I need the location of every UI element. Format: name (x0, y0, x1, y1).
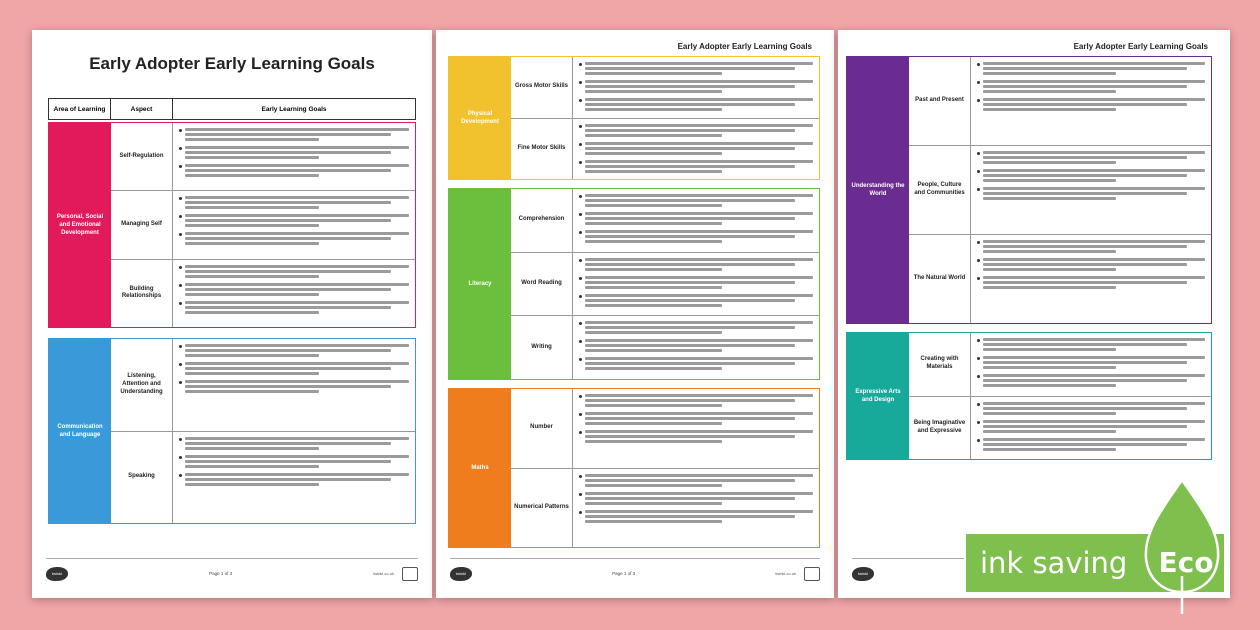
header-goals: Early Learning Goals (261, 105, 327, 113)
bullet-icon (977, 375, 980, 378)
document-page-2 (436, 30, 834, 598)
bullet-icon (579, 431, 582, 434)
goal-item (179, 362, 409, 375)
bullet-icon (179, 165, 182, 168)
bullet-icon (579, 277, 582, 280)
bullet-icon (977, 188, 980, 191)
goal-text-placeholder (983, 62, 1205, 75)
goal-item (579, 474, 813, 487)
goal-list (173, 260, 415, 327)
goal-item (579, 98, 813, 111)
goal-item (579, 430, 813, 443)
badge-icon (804, 567, 820, 581)
page-footer (450, 558, 820, 584)
goal-text-placeholder (585, 160, 813, 173)
goal-item (977, 276, 1205, 289)
goal-item (579, 230, 813, 243)
goal-item (579, 124, 813, 137)
page-title: Early Adopter Early Learning Goals (89, 54, 375, 73)
section-cl (48, 338, 416, 524)
aspect-name: Past and Present (909, 57, 971, 145)
bullet-icon (977, 357, 980, 360)
section-ead (846, 332, 1212, 460)
bullet-icon (179, 284, 182, 287)
goal-text-placeholder (983, 276, 1205, 289)
section-maths (448, 388, 820, 548)
goal-item (579, 357, 813, 370)
aspect-row (511, 389, 819, 469)
goal-item (977, 374, 1205, 387)
goal-item (977, 438, 1205, 451)
goal-text-placeholder (983, 187, 1205, 200)
goal-item (977, 356, 1205, 369)
aspect-name: Gross Motor Skills (511, 57, 573, 118)
goal-text-placeholder (983, 338, 1205, 351)
aspect-row (111, 191, 415, 259)
goal-text-placeholder (185, 214, 409, 227)
goal-text-placeholder (185, 265, 409, 278)
page-number: Page 1 of 3 (209, 571, 233, 576)
aspect-list (511, 57, 819, 179)
aspect-row (909, 397, 1211, 460)
goal-text-placeholder (185, 232, 409, 245)
bullet-icon (977, 170, 980, 173)
goal-text-placeholder (585, 510, 813, 523)
goal-item (977, 169, 1205, 182)
aspect-list (909, 57, 1211, 323)
goal-text-placeholder (185, 473, 409, 486)
bullet-icon (579, 99, 582, 102)
header-aspect: Aspect (111, 99, 173, 119)
goal-item (579, 492, 813, 505)
aspect-list (511, 189, 819, 379)
goal-item (179, 146, 409, 159)
aspect-name: Word Reading (511, 253, 573, 316)
goal-text-placeholder (585, 212, 813, 225)
goal-item (977, 98, 1205, 111)
goal-item (977, 338, 1205, 351)
goal-list (971, 235, 1211, 323)
goal-item (579, 194, 813, 207)
goal-text-placeholder (585, 412, 813, 425)
bullet-icon (977, 99, 980, 102)
bullet-icon (179, 302, 182, 305)
goal-text-placeholder (185, 344, 409, 357)
bullet-icon (977, 421, 980, 424)
goal-item (579, 62, 813, 75)
bullet-icon (579, 295, 582, 298)
goal-item (179, 196, 409, 209)
bullet-icon (579, 195, 582, 198)
aspect-row (511, 189, 819, 253)
header-area: Area of Learning (49, 99, 111, 119)
bullet-icon (579, 493, 582, 496)
goal-text-placeholder (585, 492, 813, 505)
goal-item (179, 380, 409, 393)
goal-list (173, 123, 415, 190)
bullet-icon (179, 456, 182, 459)
goal-text-placeholder (585, 321, 813, 334)
goal-item (977, 420, 1205, 433)
bullet-icon (579, 213, 582, 216)
goal-text-placeholder (185, 146, 409, 159)
section-uw (846, 56, 1212, 324)
goal-item (579, 321, 813, 334)
goal-text-placeholder (585, 294, 813, 307)
goal-text-placeholder (585, 98, 813, 111)
goal-item (179, 437, 409, 450)
bullet-icon (579, 413, 582, 416)
section-lit (448, 188, 820, 380)
goal-list (573, 316, 819, 379)
goal-list (971, 57, 1211, 145)
website-label: twinkl.co.uk (373, 571, 394, 576)
bullet-icon (579, 395, 582, 398)
goal-text-placeholder (983, 356, 1205, 369)
area-label: Personal, Social and Emotional Development (49, 123, 111, 327)
bullet-icon (579, 511, 582, 514)
goal-item (579, 80, 813, 93)
goal-text-placeholder (185, 283, 409, 296)
bullet-icon (179, 381, 182, 384)
aspect-name: Listening, Attention and Understanding (111, 339, 173, 431)
goal-item (179, 128, 409, 141)
bullet-icon (179, 363, 182, 366)
aspect-row (511, 119, 819, 180)
aspect-name: Fine Motor Skills (511, 119, 573, 180)
goal-item (579, 412, 813, 425)
aspect-row (111, 432, 415, 524)
bullet-icon (977, 259, 980, 262)
area-label: Communication and Language (49, 339, 111, 523)
goal-text-placeholder (185, 164, 409, 177)
section-psed (48, 122, 416, 328)
aspect-row (909, 146, 1211, 235)
goal-item (579, 212, 813, 225)
goal-text-placeholder (585, 142, 813, 155)
bullet-icon (179, 215, 182, 218)
table-header (48, 98, 416, 120)
section-pd (448, 56, 820, 180)
area-label: Understanding the World (847, 57, 909, 323)
goal-text-placeholder (983, 258, 1205, 271)
goal-list (573, 469, 819, 548)
goal-item (179, 283, 409, 296)
bullet-icon (579, 358, 582, 361)
goal-text-placeholder (185, 301, 409, 314)
goal-text-placeholder (585, 394, 813, 407)
goal-list (971, 146, 1211, 234)
aspect-name: People, Culture and Communities (909, 146, 971, 234)
bullet-icon (977, 439, 980, 442)
aspect-name: Building Relationships (111, 260, 173, 327)
goal-list (173, 191, 415, 258)
goal-list (573, 119, 819, 180)
goal-text-placeholder (983, 402, 1205, 415)
aspect-row (511, 469, 819, 548)
area-label: Maths (449, 389, 511, 547)
goal-item (179, 214, 409, 227)
bullet-icon (977, 241, 980, 244)
goal-list (573, 253, 819, 316)
goal-item (579, 510, 813, 523)
goal-text-placeholder (585, 80, 813, 93)
goal-text-placeholder (585, 230, 813, 243)
twinkl-logo: twinkl (852, 567, 874, 581)
twinkl-logo: twinkl (450, 567, 472, 581)
goal-text-placeholder (585, 430, 813, 443)
goal-text-placeholder (185, 196, 409, 209)
goal-item (977, 187, 1205, 200)
goal-text-placeholder (585, 124, 813, 137)
goal-list (573, 189, 819, 252)
goal-item (179, 455, 409, 468)
goal-item (179, 473, 409, 486)
goal-list (971, 397, 1211, 460)
goal-item (977, 240, 1205, 253)
twinkl-logo: twinkl (46, 567, 68, 581)
goal-text-placeholder (983, 240, 1205, 253)
bullet-icon (579, 81, 582, 84)
bullet-icon (579, 475, 582, 478)
aspect-name: Being Imaginative and Expressive (909, 397, 971, 460)
bullet-icon (977, 152, 980, 155)
goal-text-placeholder (983, 98, 1205, 111)
goal-text-placeholder (585, 258, 813, 271)
document-page-1 (32, 30, 432, 598)
goal-item (977, 62, 1205, 75)
bullet-icon (579, 259, 582, 262)
aspect-name: Creating with Materials (909, 333, 971, 396)
goal-text-placeholder (585, 62, 813, 75)
aspect-row (909, 333, 1211, 397)
bullet-icon (579, 63, 582, 66)
goal-list (573, 389, 819, 468)
bullet-icon (179, 266, 182, 269)
goal-item (579, 142, 813, 155)
goal-text-placeholder (185, 437, 409, 450)
goal-item (179, 344, 409, 357)
goal-item (977, 402, 1205, 415)
aspect-list (111, 123, 415, 327)
aspect-list (111, 339, 415, 523)
goal-item (179, 265, 409, 278)
bullet-icon (179, 438, 182, 441)
aspect-row (111, 339, 415, 432)
goal-text-placeholder (585, 339, 813, 352)
aspect-name: The Natural World (909, 235, 971, 323)
aspect-name: Managing Self (111, 191, 173, 258)
area-label: Literacy (449, 189, 511, 379)
area-label: Physical Development (449, 57, 511, 179)
goal-text-placeholder (585, 194, 813, 207)
goal-item (579, 276, 813, 289)
badge-icon (402, 567, 418, 581)
bullet-icon (179, 474, 182, 477)
goal-text-placeholder (983, 420, 1205, 433)
goal-text-placeholder (185, 455, 409, 468)
bullet-icon (579, 231, 582, 234)
bullet-icon (977, 277, 980, 280)
page-title: Early Adopter Early Learning Goals (1073, 42, 1208, 51)
goal-text-placeholder (585, 357, 813, 370)
bullet-icon (977, 63, 980, 66)
goal-item (179, 232, 409, 245)
goal-item (579, 294, 813, 307)
bullet-icon (179, 197, 182, 200)
goal-item (977, 80, 1205, 93)
goal-item (977, 258, 1205, 271)
goal-item (179, 164, 409, 177)
aspect-name: Speaking (111, 432, 173, 524)
aspect-row (909, 235, 1211, 323)
bullet-icon (579, 143, 582, 146)
goal-text-placeholder (185, 380, 409, 393)
goal-item (977, 151, 1205, 164)
page-footer (46, 558, 418, 584)
bullet-icon (579, 161, 582, 164)
ink-saving-text: ink saving (980, 546, 1128, 580)
aspect-name: Comprehension (511, 189, 573, 252)
page-title: Early Adopter Early Learning Goals (677, 42, 812, 51)
aspect-list (909, 333, 1211, 459)
goal-item (579, 258, 813, 271)
bullet-icon (977, 81, 980, 84)
goal-text-placeholder (585, 474, 813, 487)
bullet-icon (179, 345, 182, 348)
goal-list (573, 57, 819, 118)
goal-list (971, 333, 1211, 396)
eco-label: Eco (1158, 546, 1214, 579)
aspect-row (511, 316, 819, 379)
area-label: Expressive Arts and Design (847, 333, 909, 459)
page-number: Page 1 of 3 (612, 571, 636, 576)
aspect-row (909, 57, 1211, 146)
bullet-icon (179, 129, 182, 132)
goal-text-placeholder (983, 438, 1205, 451)
aspect-list (511, 389, 819, 547)
goal-text-placeholder (983, 374, 1205, 387)
goal-list (173, 432, 415, 524)
goal-text-placeholder (983, 169, 1205, 182)
aspect-name: Writing (511, 316, 573, 379)
aspect-name: Self-Regulation (111, 123, 173, 190)
goal-list (173, 339, 415, 431)
goal-text-placeholder (983, 80, 1205, 93)
aspect-row (111, 123, 415, 191)
goal-text-placeholder (185, 362, 409, 375)
bullet-icon (579, 125, 582, 128)
aspect-name: Number (511, 389, 573, 468)
aspect-row (511, 57, 819, 119)
bullet-icon (579, 322, 582, 325)
bullet-icon (977, 403, 980, 406)
goal-text-placeholder (585, 276, 813, 289)
aspect-row (111, 260, 415, 327)
goal-text-placeholder (185, 128, 409, 141)
goal-item (179, 301, 409, 314)
bullet-icon (179, 233, 182, 236)
bullet-icon (579, 340, 582, 343)
aspect-name: Numerical Patterns (511, 469, 573, 548)
bullet-icon (977, 339, 980, 342)
website-label: twinkl.co.uk (775, 571, 796, 576)
bullet-icon (179, 147, 182, 150)
goal-text-placeholder (983, 151, 1205, 164)
goal-item (579, 394, 813, 407)
goal-item (579, 160, 813, 173)
goal-item (579, 339, 813, 352)
aspect-row (511, 253, 819, 317)
